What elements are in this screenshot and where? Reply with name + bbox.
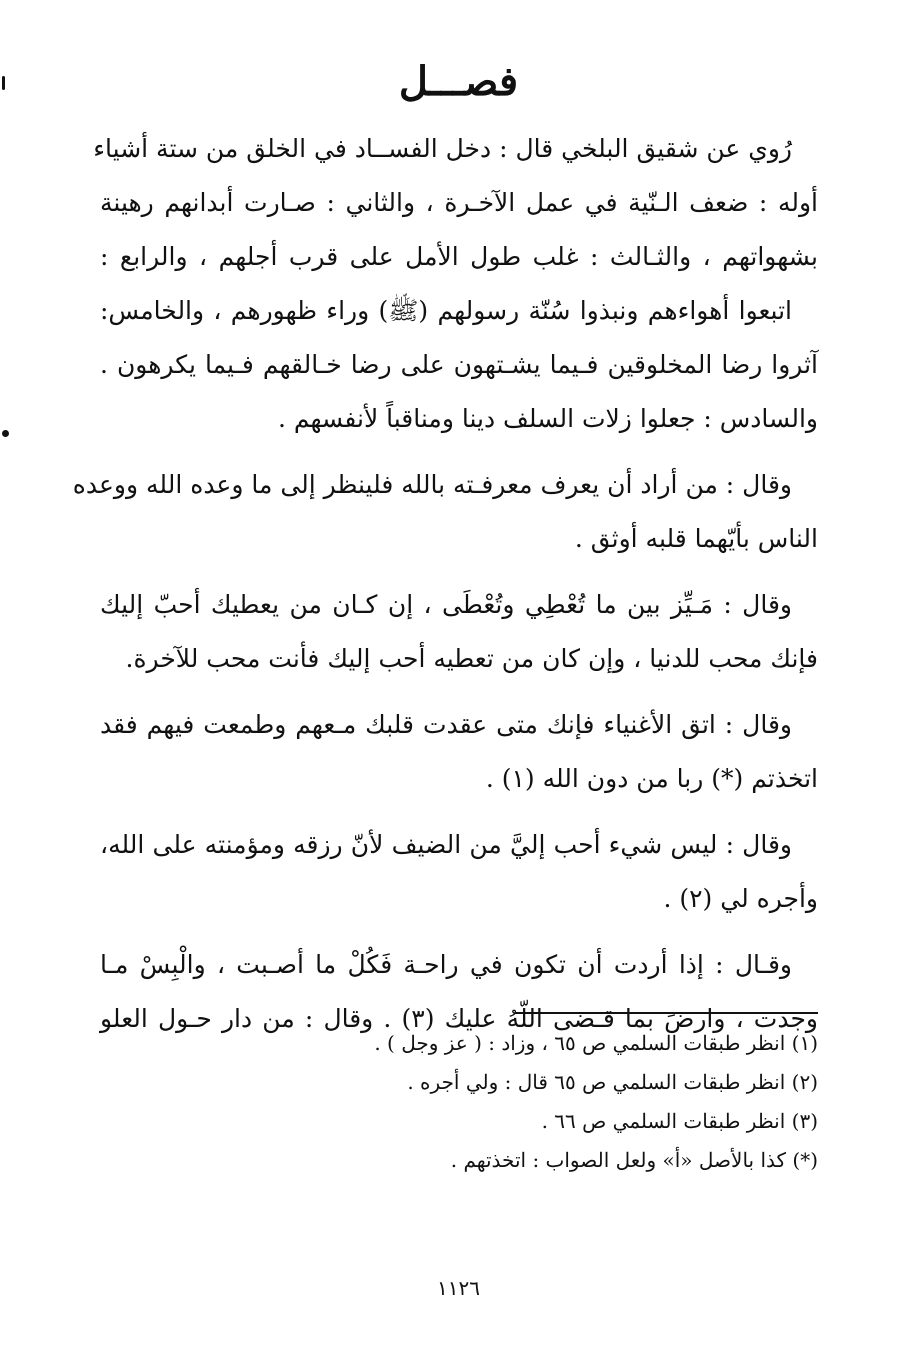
text-line: آثروا رضا المخلوقين فـيما يشـتهون على رضا خـالقهم فـيما يكرهون .	[100, 350, 818, 379]
text-line: وأجره لي (٢) .	[663, 884, 818, 913]
text-line: اتخذتم (*) ربا من دون الله (١) .	[485, 764, 818, 793]
footnotes	[200, 1024, 818, 1180]
text-line: والسادس : جعلوا زلات السلف دينا ومناقباً لأنفسهم .	[277, 404, 818, 433]
paragraph-shaqiq-six-things	[93, 122, 818, 446]
text-line: وجدت ، وارضَ بما قـضى اللّهُ عليك (٣) . وقال : من دار حـول العلو	[100, 1004, 818, 1033]
footnote-3: (٣) انظر طبقات السلمي ص ٦٦ .	[541, 1109, 818, 1133]
footnote-1: (١) انظر طبقات السلمي ص ٦٥ ، وزاد : ( عز وجل ) .	[374, 1031, 818, 1055]
text-line: رُوي عن شقيق البلخي قال : دخل الفســاد في الخلق من ستة أشياء	[93, 134, 792, 163]
text-line: وقال : ليس شيء أحب إليَّ من الضيف لأنّ رزقه ومؤمنته على الله،	[100, 830, 792, 859]
paragraph-guest	[100, 818, 818, 926]
text-line: وقـال : إذا أردت أن تكون في راحـة فَكُلْ ما أصـبت ، والْبِسْ مـا	[100, 950, 792, 979]
paragraph-giving-receiving	[100, 578, 818, 686]
text-line: فإنك محب للدنيا ، وإن كان من تعطيه أحب إليك فأنت محب للآخرة.	[125, 644, 818, 673]
paragraph-fear-rich	[100, 698, 818, 806]
footnote-divider	[515, 1012, 818, 1014]
scan-edge-dot	[2, 430, 9, 437]
text-line: بشهواتهم ، والثـالث : غلب طول الأمل على قرب أجلهم ، والرابع :	[100, 242, 818, 271]
page-number: ١١٢٦	[437, 1276, 480, 1300]
section-heading: فصـــل	[398, 58, 519, 105]
text-line: أوله : ضعف الـنّية في عمل الآخـرة ، والثاني : صـارت أبدانهم رهينة	[100, 188, 818, 217]
footnote-asterisk: (*) كذا بالأصل «أ» ولعل الصواب : اتخذتهم .	[450, 1148, 818, 1172]
footnote-2: (٢) انظر طبقات السلمي ص ٦٥ قال : ولي أجره .	[407, 1070, 818, 1094]
text-line: الناس بأيّهما قلبه أوثق .	[574, 524, 818, 553]
paragraph-knowing-allah	[72, 458, 818, 566]
text-line: وقال : من أراد أن يعرف معرفـته بالله فلينظر إلى ما وعده الله ووعده	[72, 470, 792, 499]
text-line: اتبعوا أهواءهم ونبذوا سُنّة رسولهم (ﷺ) وراء ظهورهم ، والخامس:	[100, 296, 792, 325]
text-line: وقال : مَـيِّز بين ما تُعْطِي وتُعْطَى ، إن كـان من يعطيك أحبّ إليك	[100, 590, 792, 619]
text-line: وقال : اتق الأغنياء فإنك متى عقدت قلبك مـعهم وطمعت فيهم فقد	[100, 710, 792, 739]
main-text	[72, 122, 818, 1046]
